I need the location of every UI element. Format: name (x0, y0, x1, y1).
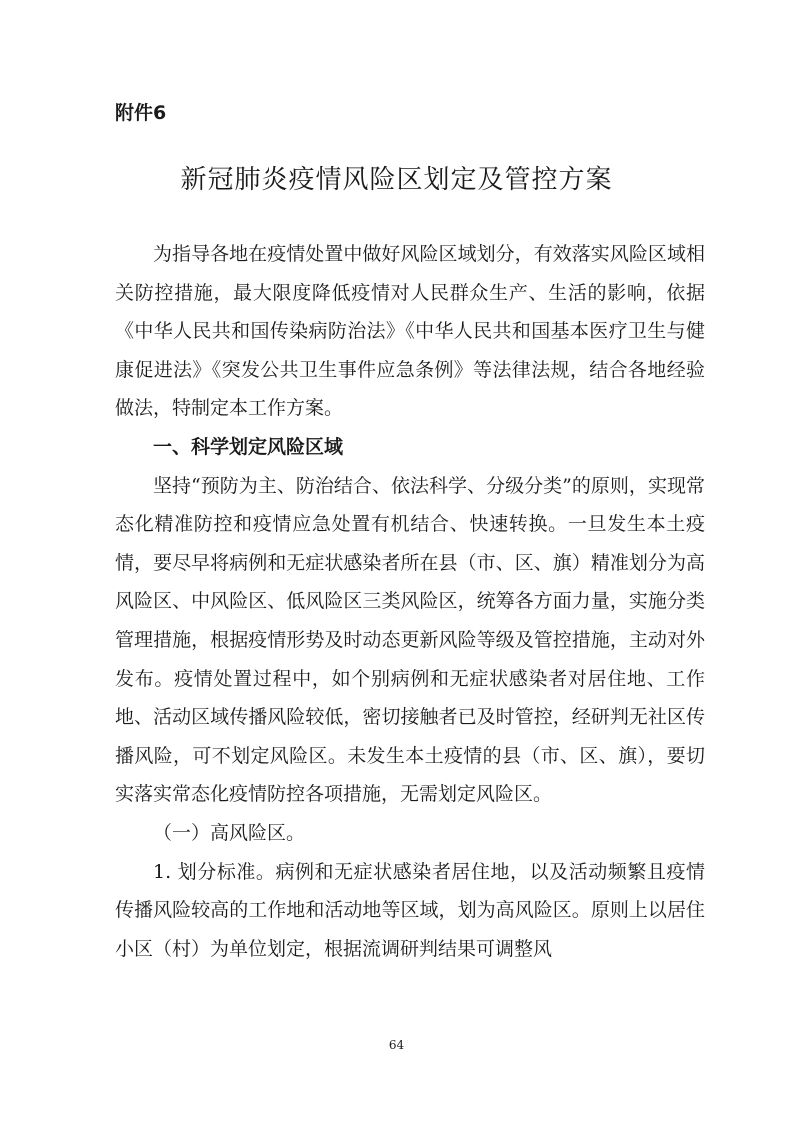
subsection-1-heading: （一）高风险区。 (153, 821, 306, 844)
page-number: 64 (388, 1038, 405, 1052)
section-1-paragraph: 坚持“预防为主、防治结合、依法科学、分级分类”的原则，实现常态化精准防控和疫情应急处置有机结合、快速转换。一旦发生本土疫情，要尽早将病例和无症状感染者所在县（市、区、旗）精准划分为高风险区、中风险区、低风险区三类风险区，统筹各方面力量，实施分类管理措施，根据疫情形势及时动态更新风险等级及管控措施，主动对外发布。疫情处置过程中，如个别病例和无症状感染者对居住地、工作地、活动区域传播风险较低，密切接触者已及时管控，经研判无社区传播风险，可不划定风险区。未发生本土疫情的县（市、区、旗），要切实落实常态化疫情防控各项措施，无需划定风险区。 (115, 474, 705, 806)
document-title: 新冠肺炎疫情风险区划定及管控方案 (180, 165, 613, 195)
section-1-heading: 一、科学划定风险区域 (153, 435, 344, 458)
attachment-label: 附件6 (115, 102, 167, 124)
document-body (115, 235, 705, 968)
intro-paragraph: 为指导各地在疫情处置中做好风险区域划分，有效落实风险区域相关防控措施，最大限度降低疫情对人民群众生产、生活的影响，依据《中华人民共和国传染病防治法》《中华人民共和国基本医疗卫生与健康促进法》《突发公共卫生事件应急条例》等法律法规，结合各地经验做法，特制定本工作方案。 (115, 243, 705, 420)
subsection-1-paragraph: 1. 划分标准。病例和无症状感染者居住地，以及活动频繁且疫情传播风险较高的工作地和活动地等区域，划为高风险区。原则上以居住小区（村）为单位划定，根据流调研判结果可调整风 (115, 860, 705, 960)
